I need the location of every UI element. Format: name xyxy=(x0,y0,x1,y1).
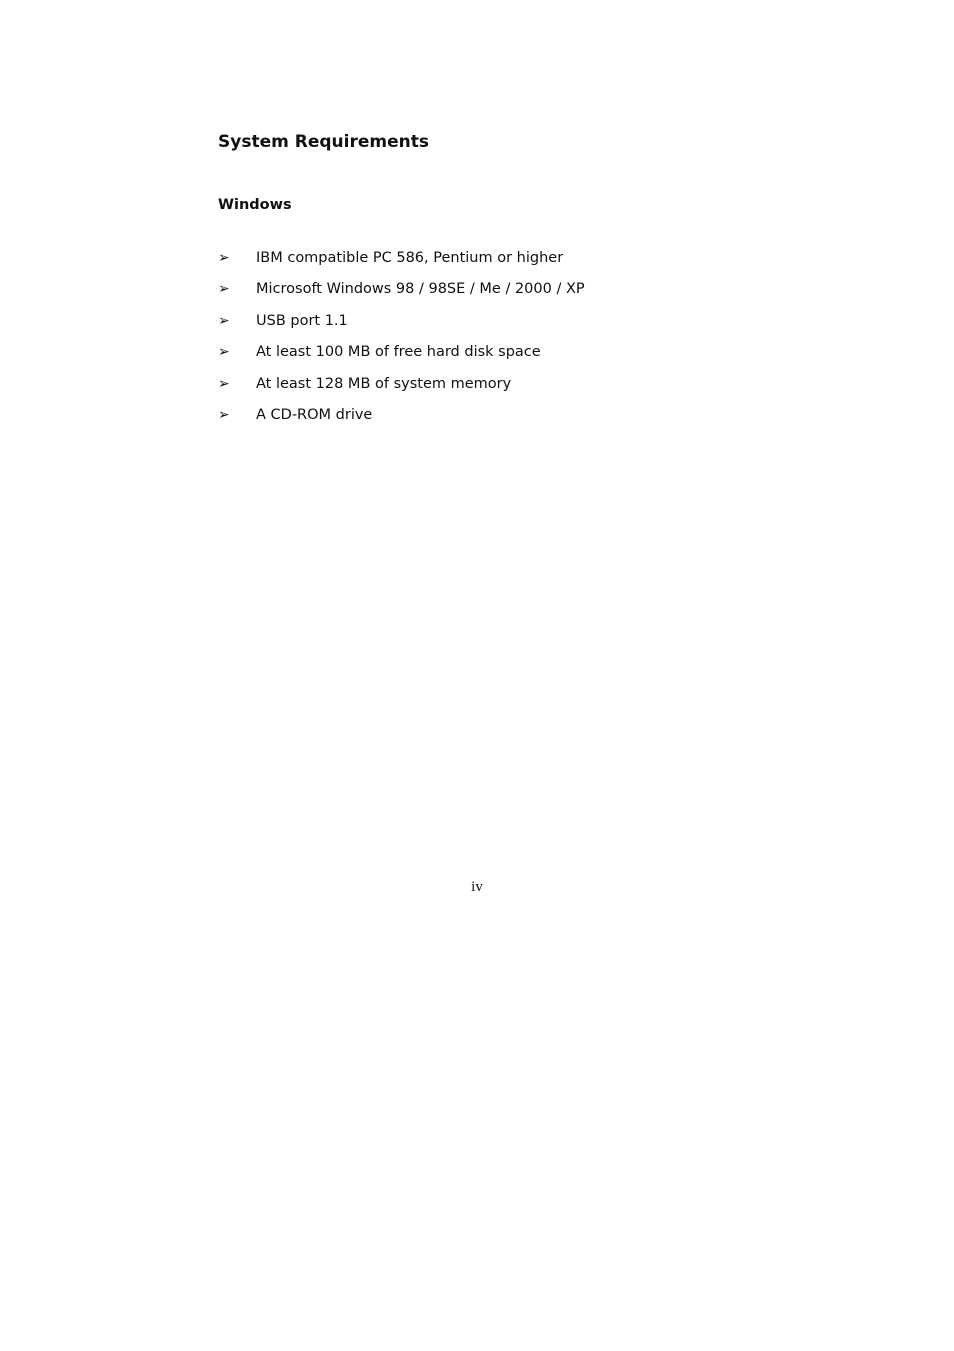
list-item-text: At least 128 MB of system memory xyxy=(256,375,512,392)
list-item-text: IBM compatible PC 586, Pentium or higher xyxy=(256,250,564,266)
arrowhead-bullet-icon: ➢ xyxy=(218,375,230,392)
arrowhead-bullet-icon: ➢ xyxy=(218,344,230,361)
list-item-text: A CD-ROM drive xyxy=(256,406,373,423)
page-number: iv xyxy=(471,879,483,895)
arrowhead-bullet-icon: ➢ xyxy=(218,406,230,423)
arrowhead-bullet-icon: ➢ xyxy=(218,281,230,298)
list-item-text: At least 100 MB of free hard disk space xyxy=(256,344,541,361)
arrowhead-bullet-icon: ➢ xyxy=(218,312,230,329)
arrowhead-bullet-icon: ➢ xyxy=(218,250,230,266)
list-item-text: USB port 1.1 xyxy=(256,312,348,329)
page-title: System Requirements xyxy=(218,132,429,152)
section-heading-windows: Windows xyxy=(218,197,292,213)
list-item-text: Microsoft Windows 98 / 98SE / Me / 2000 / XP xyxy=(256,281,585,298)
